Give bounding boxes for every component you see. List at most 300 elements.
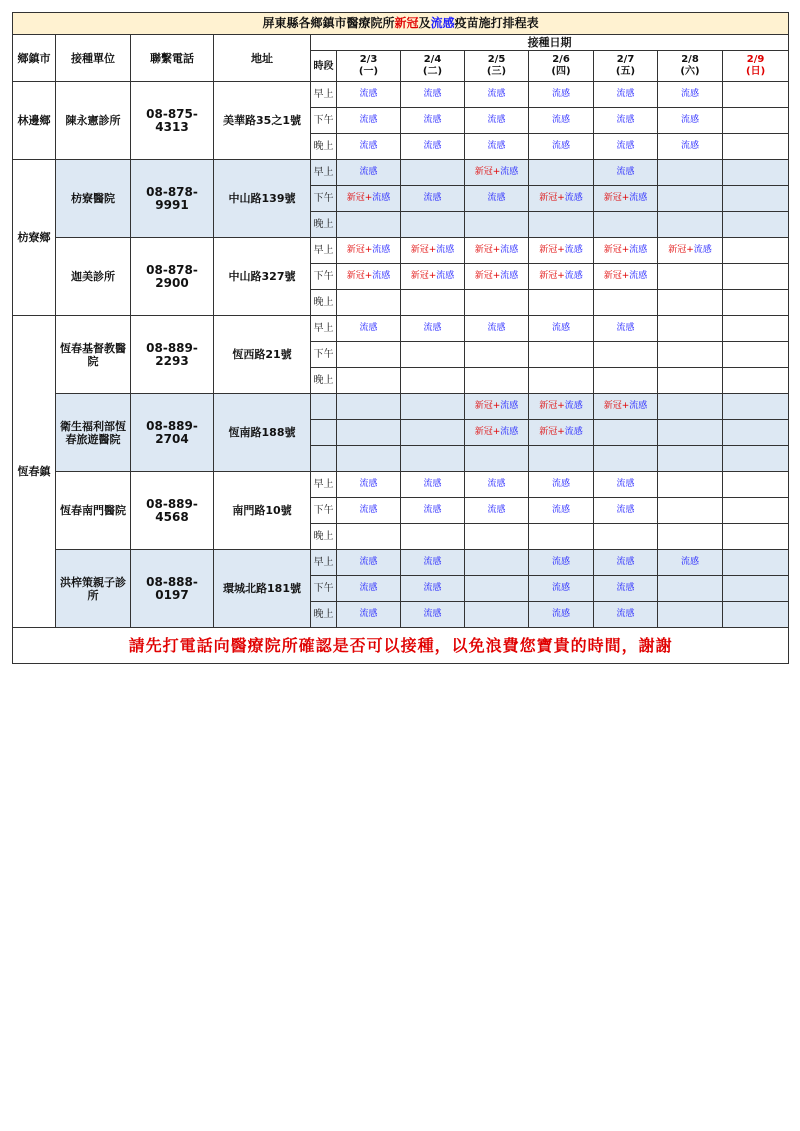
schedule-cell xyxy=(401,498,465,524)
clinic-phone: 08-889-2704 xyxy=(131,394,214,472)
covid-label: 新冠 xyxy=(603,245,622,255)
schedule-cell xyxy=(337,420,401,446)
schedule-cell xyxy=(529,498,594,524)
flu-label: 流感 xyxy=(436,271,455,281)
schedule-cell xyxy=(723,524,789,550)
flu-label: 流感 xyxy=(616,505,635,515)
schedule-cell xyxy=(337,290,401,316)
covid-label: 新冠 xyxy=(539,193,558,203)
date-header-0 xyxy=(337,51,401,82)
flu-label: 流感 xyxy=(359,505,378,515)
schedule-cell xyxy=(529,238,594,264)
schedule-cell xyxy=(401,238,465,264)
flu-label: 流感 xyxy=(423,583,442,593)
flu-label: 流感 xyxy=(629,401,648,411)
covid-label: 新冠 xyxy=(410,271,429,281)
flu-label: 流感 xyxy=(372,193,391,203)
title-flu: 流感 xyxy=(430,16,455,30)
schedule-cell xyxy=(529,420,594,446)
schedule-cell xyxy=(401,316,465,342)
schedule-cell xyxy=(337,108,401,134)
covid-label: 新冠 xyxy=(603,401,622,411)
period-label xyxy=(311,420,337,446)
flu-label: 流感 xyxy=(423,505,442,515)
flu-label: 流感 xyxy=(359,609,378,619)
schedule-cell xyxy=(594,602,658,628)
flu-label: 流感 xyxy=(693,245,712,255)
flu-label: 流感 xyxy=(616,323,635,333)
flu-label: 流感 xyxy=(487,323,506,333)
footer-notice: 請先打電話向醫療院所確認是否可以接種，以免浪費您寶貴的時間，謝謝 xyxy=(13,628,789,664)
schedule-cell xyxy=(723,602,789,628)
schedule-cell xyxy=(465,186,529,212)
flu-label: 流感 xyxy=(359,479,378,489)
clinic-address: 恆南路188號 xyxy=(214,394,311,472)
period-label: 早上 xyxy=(311,82,337,108)
flu-label: 流感 xyxy=(551,505,570,515)
schedule-cell xyxy=(529,108,594,134)
plus-sign: + xyxy=(557,193,565,203)
schedule-cell xyxy=(465,498,529,524)
header-unit: 接種單位 xyxy=(56,35,131,82)
schedule-cell xyxy=(401,264,465,290)
weekday-label: (三) xyxy=(486,66,507,77)
flu-label: 流感 xyxy=(616,89,635,99)
plus-sign: + xyxy=(492,271,501,281)
schedule-cell xyxy=(337,82,401,108)
flu-label: 流感 xyxy=(423,115,442,125)
clinic-phone: 08-888-0197 xyxy=(131,550,214,628)
schedule-cell xyxy=(723,472,789,498)
flu-label: 流感 xyxy=(564,193,583,203)
clinic-phone: 08-889-4568 xyxy=(131,472,214,550)
date-header-1 xyxy=(401,51,465,82)
schedule-cell xyxy=(529,134,594,160)
period-label: 晚上 xyxy=(311,524,337,550)
schedule-cell xyxy=(337,160,401,186)
table-row xyxy=(13,550,789,576)
header-date-group: 接種日期 xyxy=(311,35,789,51)
schedule-cell xyxy=(723,498,789,524)
covid-label: 新冠 xyxy=(539,271,558,281)
schedule-cell xyxy=(529,82,594,108)
schedule-cell xyxy=(594,498,658,524)
schedule-cell xyxy=(723,108,789,134)
flu-label: 流感 xyxy=(616,583,635,593)
clinic-address: 中山路327號 xyxy=(214,238,311,316)
schedule-cell xyxy=(465,446,529,472)
date-label: 2/4 xyxy=(423,54,442,65)
flu-label: 流感 xyxy=(423,479,442,489)
flu-label: 流感 xyxy=(616,167,635,177)
clinic-name: 枋寮醫院 xyxy=(56,160,131,238)
covid-label: 新冠 xyxy=(539,245,558,255)
schedule-cell xyxy=(658,368,723,394)
schedule-cell xyxy=(529,264,594,290)
clinic-phone: 08-875-4313 xyxy=(131,82,214,160)
schedule-cell xyxy=(401,82,465,108)
schedule-cell xyxy=(529,368,594,394)
date-header-2 xyxy=(465,51,529,82)
schedule-cell xyxy=(594,550,658,576)
covid-label: 新冠 xyxy=(603,271,622,281)
schedule-cell xyxy=(401,472,465,498)
plus-sign: + xyxy=(364,271,373,281)
flu-label: 流感 xyxy=(680,89,699,99)
schedule-cell xyxy=(658,212,723,238)
schedule-cell xyxy=(723,420,789,446)
schedule-cell xyxy=(465,134,529,160)
plus-sign: + xyxy=(428,245,437,255)
flu-label: 流感 xyxy=(629,245,648,255)
schedule-cell xyxy=(529,602,594,628)
date-label: 2/9 xyxy=(746,54,765,65)
covid-label: 新冠 xyxy=(410,245,429,255)
schedule-cell xyxy=(529,212,594,238)
schedule-cell xyxy=(594,212,658,238)
flu-label: 流感 xyxy=(564,271,583,281)
plus-sign: + xyxy=(621,401,630,411)
schedule-cell xyxy=(658,264,723,290)
schedule-cell xyxy=(594,134,658,160)
date-label: 2/5 xyxy=(487,54,506,65)
period-label: 早上 xyxy=(311,238,337,264)
flu-label: 流感 xyxy=(359,583,378,593)
covid-label: 新冠 xyxy=(474,271,493,281)
schedule-cell xyxy=(401,160,465,186)
schedule-cell xyxy=(401,602,465,628)
schedule-cell xyxy=(465,82,529,108)
plus-sign: + xyxy=(492,245,501,255)
plus-sign: + xyxy=(428,271,437,281)
period-label: 早上 xyxy=(311,472,337,498)
schedule-cell xyxy=(594,524,658,550)
clinic-address: 環城北路181號 xyxy=(214,550,311,628)
flu-label: 流感 xyxy=(564,427,583,437)
flu-label: 流感 xyxy=(551,89,570,99)
town-name: 恆春鎮 xyxy=(13,316,56,628)
clinic-address: 中山路139號 xyxy=(214,160,311,238)
flu-label: 流感 xyxy=(423,89,442,99)
schedule-cell xyxy=(529,186,594,212)
schedule-cell xyxy=(658,602,723,628)
schedule-cell xyxy=(723,290,789,316)
period-label: 早上 xyxy=(311,316,337,342)
plus-sign: + xyxy=(557,245,565,255)
flu-label: 流感 xyxy=(680,141,699,151)
covid-label: 新冠 xyxy=(346,245,365,255)
plus-sign: + xyxy=(621,193,630,203)
schedule-cell xyxy=(401,134,465,160)
flu-label: 流感 xyxy=(423,193,442,203)
flu-label: 流感 xyxy=(616,141,635,151)
schedule-cell xyxy=(594,238,658,264)
schedule-cell xyxy=(465,108,529,134)
schedule-cell xyxy=(658,238,723,264)
header-town: 鄉鎮市 xyxy=(13,35,56,82)
flu-label: 流感 xyxy=(616,609,635,619)
flu-label: 流感 xyxy=(359,89,378,99)
schedule-cell xyxy=(337,498,401,524)
table-row xyxy=(13,316,789,342)
schedule-cell xyxy=(465,212,529,238)
schedule-cell xyxy=(401,394,465,420)
period-label: 下午 xyxy=(311,264,337,290)
date-label: 2/8 xyxy=(681,54,699,65)
schedule-cell xyxy=(594,160,658,186)
schedule-cell xyxy=(401,108,465,134)
schedule-cell xyxy=(658,290,723,316)
title-suffix: 疫苗施打排程表 xyxy=(454,16,539,30)
schedule-cell xyxy=(594,82,658,108)
covid-label: 新冠 xyxy=(474,427,493,437)
schedule-cell xyxy=(723,342,789,368)
weekday-label: (五) xyxy=(615,66,636,77)
plus-sign: + xyxy=(557,271,565,281)
plus-sign: + xyxy=(364,193,373,203)
period-label: 下午 xyxy=(311,498,337,524)
covid-label: 新冠 xyxy=(474,401,493,411)
header-period: 時段 xyxy=(311,51,337,82)
schedule-cell xyxy=(465,472,529,498)
covid-label: 新冠 xyxy=(346,193,365,203)
clinic-address: 南門路10號 xyxy=(214,472,311,550)
flu-label: 流感 xyxy=(423,557,442,567)
schedule-cell xyxy=(465,368,529,394)
schedule-cell xyxy=(465,264,529,290)
weekday-label: (六) xyxy=(680,66,700,77)
footer-row xyxy=(13,628,789,664)
schedule-cell xyxy=(401,290,465,316)
plus-sign: + xyxy=(492,401,501,411)
date-header-3 xyxy=(529,51,594,82)
schedule-cell xyxy=(658,186,723,212)
schedule-cell xyxy=(658,576,723,602)
schedule-cell xyxy=(658,420,723,446)
schedule-cell xyxy=(465,342,529,368)
schedule-cell xyxy=(529,316,594,342)
schedule-cell xyxy=(401,550,465,576)
schedule-cell xyxy=(658,498,723,524)
flu-label: 流感 xyxy=(616,557,635,567)
clinic-name: 迦美診所 xyxy=(56,238,131,316)
clinic-phone: 08-889-2293 xyxy=(131,316,214,394)
plus-sign: + xyxy=(621,271,630,281)
schedule-cell xyxy=(658,394,723,420)
schedule-cell xyxy=(529,446,594,472)
clinic-address: 美華路35之1號 xyxy=(214,82,311,160)
flu-label: 流感 xyxy=(500,401,519,411)
schedule-cell xyxy=(465,550,529,576)
covid-label: 新冠 xyxy=(474,167,493,177)
clinic-name: 衛生福利部恆春旅遊醫院 xyxy=(56,394,131,472)
schedule-cell xyxy=(529,290,594,316)
flu-label: 流感 xyxy=(487,115,506,125)
schedule-cell xyxy=(658,134,723,160)
flu-label: 流感 xyxy=(423,609,442,619)
schedule-cell xyxy=(465,316,529,342)
schedule-cell xyxy=(723,238,789,264)
date-label: 2/7 xyxy=(616,54,635,65)
clinic-address: 恆西路21號 xyxy=(214,316,311,394)
plus-sign: + xyxy=(364,245,373,255)
town-name: 林邊鄉 xyxy=(13,82,56,160)
schedule-cell xyxy=(337,602,401,628)
weekday-label: (二) xyxy=(422,66,443,77)
schedule-cell xyxy=(658,160,723,186)
schedule-sheet xyxy=(12,12,788,664)
flu-label: 流感 xyxy=(500,271,519,281)
table-row xyxy=(13,472,789,498)
clinic-phone: 08-878-9991 xyxy=(131,160,214,238)
flu-label: 流感 xyxy=(372,271,391,281)
schedule-cell xyxy=(337,524,401,550)
flu-label: 流感 xyxy=(616,115,635,125)
schedule-cell xyxy=(723,550,789,576)
plus-sign: + xyxy=(557,427,565,437)
flu-label: 流感 xyxy=(551,583,570,593)
schedule-cell xyxy=(337,342,401,368)
flu-label: 流感 xyxy=(564,401,583,411)
schedule-cell xyxy=(337,212,401,238)
schedule-cell xyxy=(465,602,529,628)
flu-label: 流感 xyxy=(372,245,391,255)
period-label: 早上 xyxy=(311,160,337,186)
table-row xyxy=(13,160,789,186)
schedule-cell xyxy=(465,238,529,264)
schedule-cell xyxy=(337,472,401,498)
schedule-cell xyxy=(401,186,465,212)
schedule-cell xyxy=(401,446,465,472)
covid-label: 新冠 xyxy=(539,401,558,411)
date-header-5 xyxy=(658,51,723,82)
schedule-cell xyxy=(337,186,401,212)
title-covid: 新冠 xyxy=(394,16,419,30)
schedule-cell xyxy=(337,238,401,264)
covid-label: 新冠 xyxy=(603,193,622,203)
schedule-cell xyxy=(529,524,594,550)
clinic-phone: 08-878-2900 xyxy=(131,238,214,316)
plus-sign: + xyxy=(492,167,501,177)
header-address: 地址 xyxy=(214,35,311,82)
flu-label: 流感 xyxy=(616,479,635,489)
date-label: 2/6 xyxy=(552,54,570,65)
date-header-6 xyxy=(723,51,789,82)
weekday-label: (一) xyxy=(358,66,379,77)
flu-label: 流感 xyxy=(423,323,442,333)
schedule-cell xyxy=(594,576,658,602)
schedule-cell xyxy=(658,446,723,472)
schedule-cell xyxy=(594,420,658,446)
schedule-cell xyxy=(465,290,529,316)
town-name: 枋寮鄉 xyxy=(13,160,56,316)
period-label: 下午 xyxy=(311,342,337,368)
flu-label: 流感 xyxy=(551,115,570,125)
schedule-cell xyxy=(529,160,594,186)
schedule-cell xyxy=(465,394,529,420)
schedule-cell xyxy=(401,342,465,368)
schedule-cell xyxy=(594,186,658,212)
flu-label: 流感 xyxy=(487,141,506,151)
schedule-cell xyxy=(658,316,723,342)
covid-label: 新冠 xyxy=(539,427,558,437)
table-title xyxy=(13,13,789,35)
flu-label: 流感 xyxy=(629,193,648,203)
flu-label: 流感 xyxy=(680,557,699,567)
flu-label: 流感 xyxy=(436,245,455,255)
flu-label: 流感 xyxy=(551,557,570,567)
schedule-cell xyxy=(401,524,465,550)
flu-label: 流感 xyxy=(564,245,583,255)
flu-label: 流感 xyxy=(500,245,519,255)
flu-label: 流感 xyxy=(500,427,519,437)
schedule-cell xyxy=(401,420,465,446)
schedule-cell xyxy=(594,316,658,342)
plus-sign: + xyxy=(621,245,630,255)
schedule-cell xyxy=(337,394,401,420)
clinic-name: 陳永憲診所 xyxy=(56,82,131,160)
schedule-cell xyxy=(723,186,789,212)
schedule-cell xyxy=(465,160,529,186)
title-middle: 及 xyxy=(418,16,431,30)
schedule-cell xyxy=(594,264,658,290)
weekday-label: (四) xyxy=(551,66,571,77)
flu-label: 流感 xyxy=(551,609,570,619)
plus-sign: + xyxy=(557,401,565,411)
schedule-cell xyxy=(658,524,723,550)
date-label: 2/3 xyxy=(359,54,378,65)
schedule-cell xyxy=(337,316,401,342)
schedule-cell xyxy=(337,576,401,602)
covid-label: 新冠 xyxy=(346,271,365,281)
schedule-cell xyxy=(529,472,594,498)
schedule-cell xyxy=(658,550,723,576)
table-row xyxy=(13,238,789,264)
schedule-cell xyxy=(594,394,658,420)
schedule-cell xyxy=(465,524,529,550)
schedule-cell xyxy=(594,472,658,498)
flu-label: 流感 xyxy=(680,115,699,125)
schedule-cell xyxy=(723,82,789,108)
table-row xyxy=(13,394,789,420)
schedule-cell xyxy=(723,394,789,420)
flu-label: 流感 xyxy=(551,479,570,489)
flu-label: 流感 xyxy=(500,167,519,177)
clinic-name: 洪梓策親子診所 xyxy=(56,550,131,628)
schedule-cell xyxy=(723,264,789,290)
schedule-cell xyxy=(594,446,658,472)
schedule-cell xyxy=(723,368,789,394)
clinic-name: 恆春南門醫院 xyxy=(56,472,131,550)
schedule-cell xyxy=(529,342,594,368)
schedule-cell xyxy=(465,576,529,602)
schedule-cell xyxy=(337,134,401,160)
date-header-4 xyxy=(594,51,658,82)
plus-sign: + xyxy=(686,245,694,255)
clinic-name: 恆春基督教醫院 xyxy=(56,316,131,394)
title-prefix: 屏東縣各鄉鎮市醫療院所 xyxy=(262,16,395,30)
schedule-cell xyxy=(529,550,594,576)
schedule-cell xyxy=(337,368,401,394)
flu-label: 流感 xyxy=(551,323,570,333)
period-label: 晚上 xyxy=(311,212,337,238)
flu-label: 流感 xyxy=(487,193,506,203)
schedule-cell xyxy=(529,576,594,602)
schedule-cell xyxy=(658,82,723,108)
schedule-cell xyxy=(594,342,658,368)
flu-label: 流感 xyxy=(359,115,378,125)
schedule-cell xyxy=(337,550,401,576)
